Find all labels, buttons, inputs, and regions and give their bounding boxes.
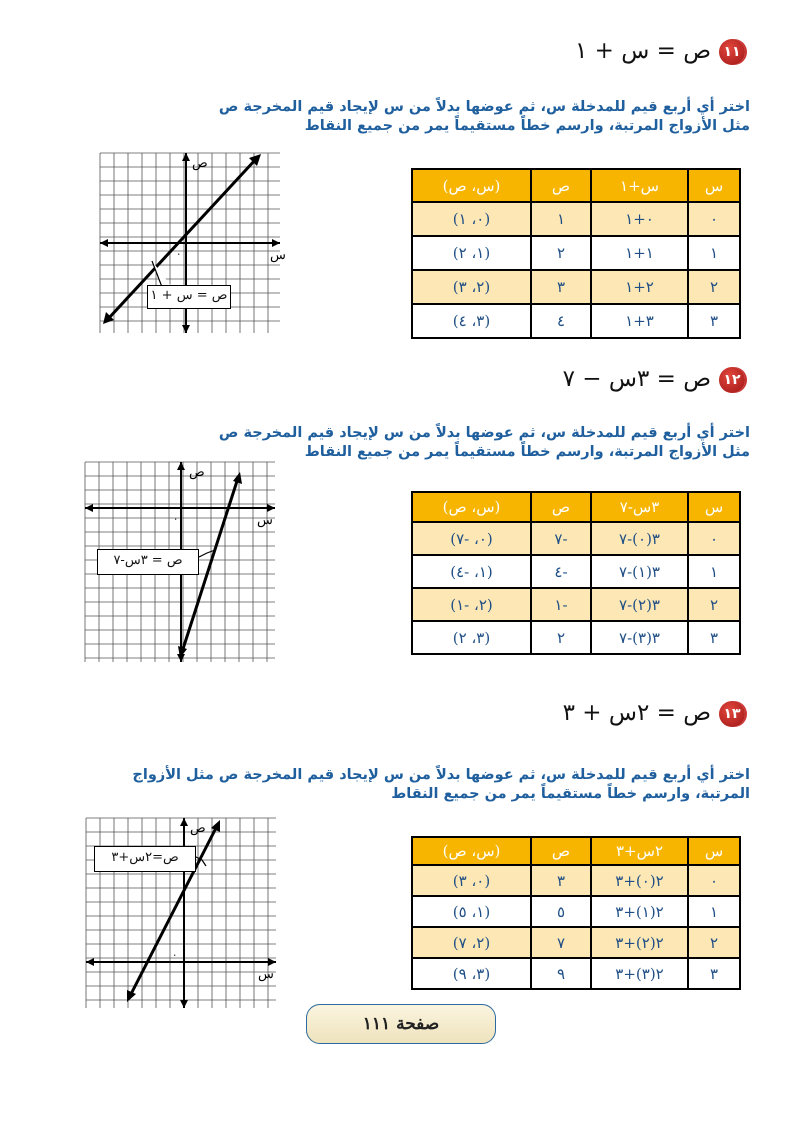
- table-row: [412, 522, 740, 555]
- origin-label: ٠: [173, 514, 179, 525]
- header-expr: ٣س-٧: [591, 492, 688, 522]
- cell-expr: ٢(٣)+٣: [591, 958, 688, 989]
- table-row: [412, 202, 740, 236]
- problem-number-badge: ١١: [719, 39, 745, 65]
- table-row: [412, 270, 740, 304]
- x-axis-arrow-icon: [85, 504, 93, 512]
- table-row: [412, 958, 740, 989]
- problem-11-title: [575, 38, 745, 65]
- header-x: س: [688, 837, 740, 865]
- header-pair: (س، ص): [412, 837, 531, 865]
- cell-x: ٣: [688, 304, 740, 338]
- problem-number-badge: ١٢: [719, 367, 745, 393]
- table-row: [412, 927, 740, 958]
- cell-pair: (٠، -٧): [412, 522, 531, 555]
- instruction-line: اختر أي أربع قيم للمدخلة س، ثم عوضها بدلاً من س لإيجاد قيم المخرجة ص: [218, 99, 750, 115]
- cell-pair: (٠، ١): [412, 202, 531, 236]
- cell-pair: (١، -٤): [412, 555, 531, 588]
- cell-x: ٣: [688, 621, 740, 654]
- problem-11-instructions: [190, 98, 750, 136]
- instruction-line: اختر أي أربع قيم للمدخلة س، ثم عوضها بدلاً من س لإيجاد قيم المخرجة ص مثل الأزواج: [132, 767, 750, 783]
- y-axis-arrow-icon: [180, 1000, 188, 1008]
- cell-pair: (١، ٥): [412, 896, 531, 927]
- line-equation-callout: ص = س + ١: [147, 285, 231, 309]
- cell-expr: ٣(٣)-٧: [591, 621, 688, 654]
- cell-y: -٤: [531, 555, 591, 588]
- axis-x-label: س: [257, 513, 273, 528]
- header-y: ص: [531, 169, 591, 202]
- cell-expr: ١+١: [591, 236, 688, 270]
- line-arrow-icon: [233, 472, 242, 484]
- instruction-line: المرتبة، وارسم خطاً مستقيماً يمر من جميع النقاط: [391, 786, 750, 802]
- instruction-line: مثل الأزواج المرتبة، وارسم خطاً مستقيماً يمر من جميع النقاط: [304, 444, 750, 460]
- cell-x: ٢: [688, 927, 740, 958]
- cell-x: ١: [688, 555, 740, 588]
- instruction-line: مثل الأزواج المرتبة، وارسم خطاً مستقيماً يمر من جميع النقاط: [304, 118, 750, 134]
- cell-expr: ٢(٢)+٣: [591, 927, 688, 958]
- cell-y: ٩: [531, 958, 591, 989]
- x-axis-arrow-icon: [86, 958, 94, 966]
- cell-expr: ٢+١: [591, 270, 688, 304]
- cell-expr: ٢(١)+٣: [591, 896, 688, 927]
- x-axis-arrow-icon: [100, 239, 108, 247]
- cell-pair: (٢، ٣): [412, 270, 531, 304]
- cell-y: ١: [531, 202, 591, 236]
- cell-y: ٢: [531, 236, 591, 270]
- problem-number-badge: ١٣: [719, 701, 745, 727]
- cell-y: ٥: [531, 896, 591, 927]
- problem-equation: ص = ٢س + ٣: [562, 700, 711, 726]
- cell-pair: (٣، ٤): [412, 304, 531, 338]
- problem-13-instructions: [90, 766, 750, 804]
- cell-expr: ٠+١: [591, 202, 688, 236]
- axis-y-label: ص: [192, 156, 208, 171]
- problem-13-title: [563, 700, 745, 727]
- x-axis-arrow-icon: [272, 239, 280, 247]
- axis-y-label: ص: [190, 821, 206, 836]
- problem-equation: ص = ٣س − ٧: [562, 366, 711, 392]
- header-expr: س+١: [591, 169, 688, 202]
- cell-x: ٠: [688, 522, 740, 555]
- cell-y: ٤: [531, 304, 591, 338]
- axis-y-label: ص: [189, 465, 205, 480]
- cell-y: ٣: [531, 270, 591, 304]
- cell-expr: ٣(١)-٧: [591, 555, 688, 588]
- problem-12-title: [563, 366, 745, 393]
- header-y: ص: [531, 492, 591, 522]
- cell-x: ٢: [688, 270, 740, 304]
- cell-pair: (٠، ٣): [412, 865, 531, 896]
- cell-expr: ٢(٠)+٣: [591, 865, 688, 896]
- cell-pair: (١، ٢): [412, 236, 531, 270]
- axis-x-label: س: [258, 967, 274, 982]
- y-axis-arrow-icon: [177, 462, 185, 470]
- problem-11-table: [411, 168, 741, 339]
- cell-y: ٢: [531, 621, 591, 654]
- y-axis-arrow-icon: [180, 818, 188, 826]
- header-pair: (س، ص): [412, 492, 531, 522]
- problem-12-table: [411, 491, 741, 655]
- line-equation-callout: ص=٢س+٣: [94, 846, 196, 872]
- cell-y: ٣: [531, 865, 591, 896]
- origin-label: ٠: [176, 249, 182, 260]
- table-row: [412, 236, 740, 270]
- cell-pair: (٢، -١): [412, 588, 531, 621]
- cell-expr: ٣(٠)-٧: [591, 522, 688, 555]
- table-row: [412, 865, 740, 896]
- cell-pair: (٢، ٧): [412, 927, 531, 958]
- cell-x: ٣: [688, 958, 740, 989]
- cell-y: ٧: [531, 927, 591, 958]
- table-row: [412, 621, 740, 654]
- header-y: ص: [531, 837, 591, 865]
- header-x: س: [688, 492, 740, 522]
- cell-x: ٢: [688, 588, 740, 621]
- cell-y: -١: [531, 588, 591, 621]
- table-row: [412, 304, 740, 338]
- cell-x: ٠: [688, 202, 740, 236]
- cell-x: ١: [688, 896, 740, 927]
- header-pair: (س، ص): [412, 169, 531, 202]
- problem-12-instructions: [190, 424, 750, 462]
- x-axis-arrow-icon: [268, 958, 276, 966]
- cell-pair: (٣، ٢): [412, 621, 531, 654]
- cell-x: ١: [688, 236, 740, 270]
- problem-equation: ص = س + ١: [574, 38, 711, 64]
- instruction-line: اختر أي أربع قيم للمدخلة س، ثم عوضها بدلاً من س لإيجاد قيم المخرجة ص: [218, 425, 750, 441]
- line-equation-callout: ص = ٣س-٧: [97, 549, 199, 575]
- axis-x-label: س: [270, 248, 286, 263]
- y-axis-arrow-icon: [182, 153, 190, 161]
- table-row: [412, 588, 740, 621]
- table-row: [412, 555, 740, 588]
- cell-y: -٧: [531, 522, 591, 555]
- x-axis-arrow-icon: [267, 504, 275, 512]
- problem-13-table: [411, 836, 741, 990]
- y-axis-arrow-icon: [182, 325, 190, 333]
- table-row: [412, 896, 740, 927]
- cell-pair: (٣، ٩): [412, 958, 531, 989]
- cell-expr: ٣+١: [591, 304, 688, 338]
- origin-label: ٠: [172, 950, 178, 961]
- page-number-label: صفحة ١١١: [306, 1004, 496, 1044]
- header-x: س: [688, 169, 740, 202]
- header-expr: ٢س+٣: [591, 837, 688, 865]
- cell-expr: ٣(٢)-٧: [591, 588, 688, 621]
- cell-x: ٠: [688, 865, 740, 896]
